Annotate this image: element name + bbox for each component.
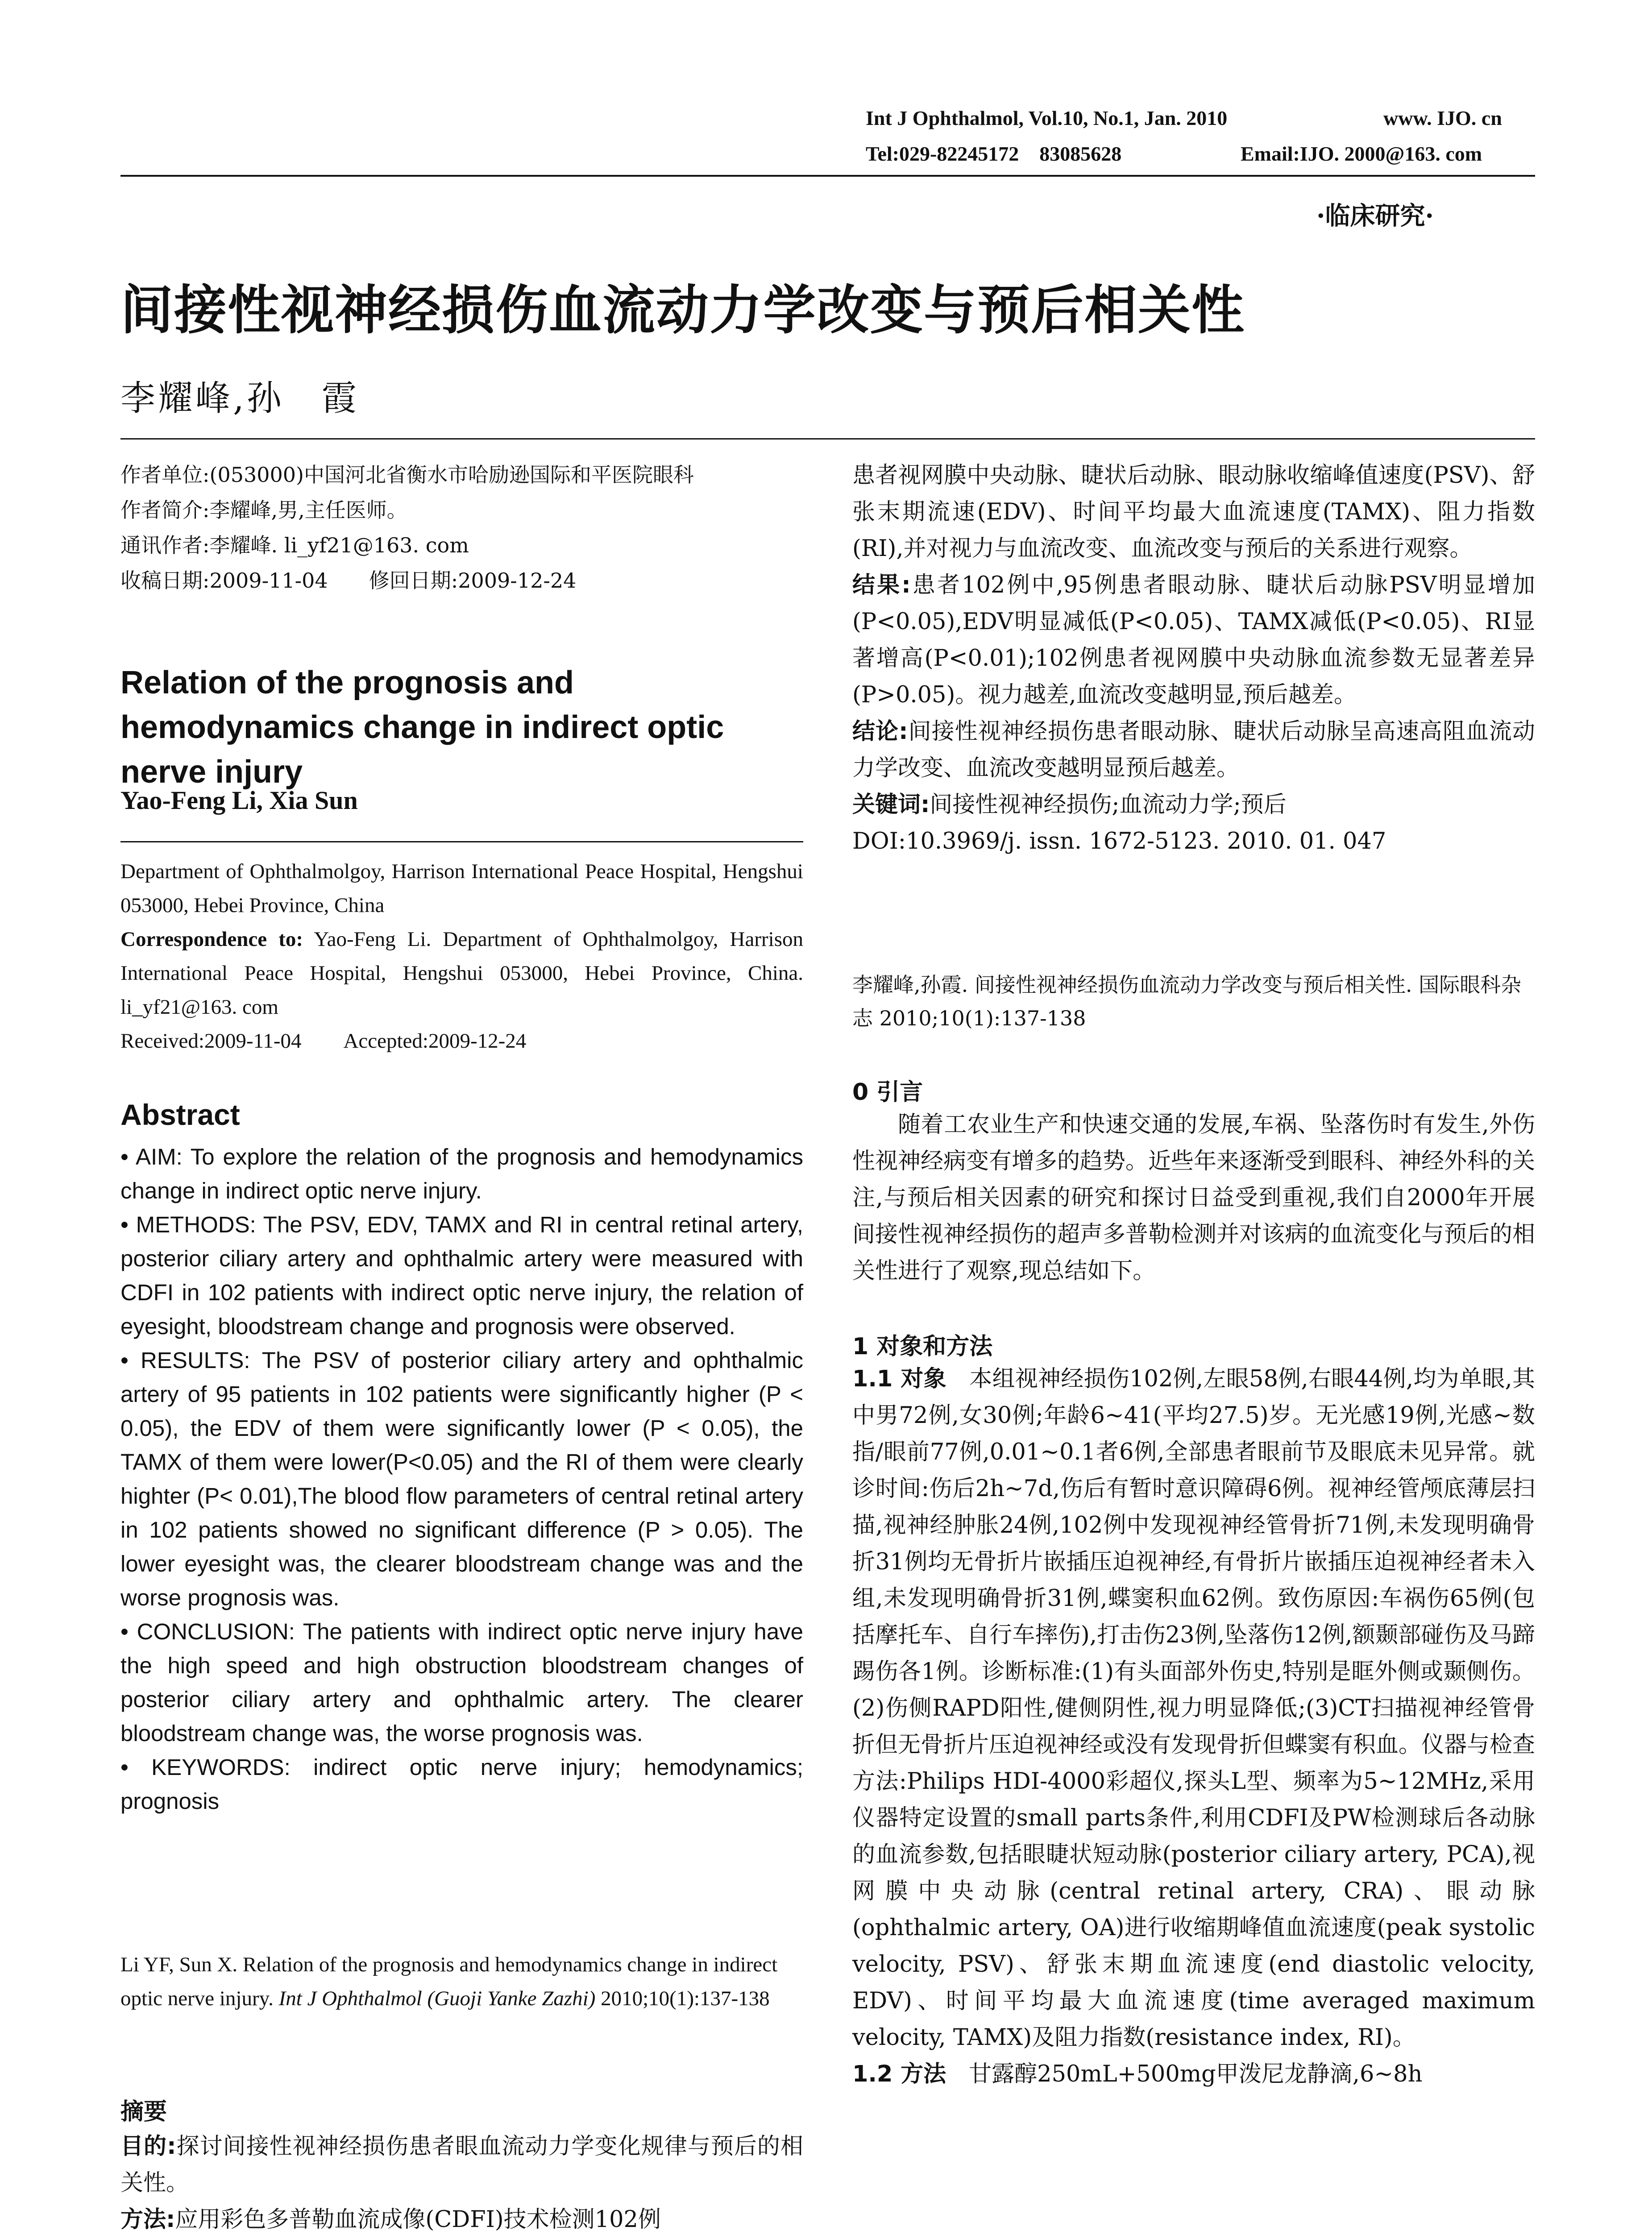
- citation-authors-title: Li YF, Sun X. Relation of the prognosis and hemodynamics change in indirect optic nerve injury.: [120, 1953, 778, 2010]
- chinese-citation: 李耀峰,孙霞. 间接性视神经损伤血流动力学改变与预后相关性. 国际眼科杂志 2010;10(1):137-138: [852, 973, 1522, 1030]
- abstract-conclusion: • CONCLUSION: The patients with indirect optic nerve injury have the high speed and high obstruction bloodstream changes of posterior ciliary artery and ophthalmic artery. The clearer bloodstream change was, the worse prognosis was.: [120, 1619, 803, 1746]
- journal-info: Int J Ophthalmol, Vol.10, No.1, Jan. 2010: [866, 107, 1228, 129]
- article-title: 间接性视神经损伤血流动力学改变与预后相关性: [120, 279, 1245, 341]
- author-correspondence: 通讯作者:李耀峰. li_yf21@163. com: [120, 533, 469, 557]
- intro-heading: 0 引言: [852, 1079, 923, 1106]
- journal-url: www. IJO. cn: [1383, 107, 1502, 129]
- journal-email: Email:IJO. 2000@163. com: [1241, 142, 1482, 165]
- methods-section: [852, 1361, 1535, 2093]
- title-rule: [120, 438, 1535, 440]
- zh-results: [852, 567, 1535, 713]
- abstract-aim: • AIM: To explore the relation of the prognosis and hemodynamics change in indirect optic nerve injury.: [120, 1144, 803, 1203]
- english-correspondence: [120, 922, 803, 1024]
- zh-results-label: 结果:: [852, 572, 911, 598]
- english-affiliation-block: [120, 854, 803, 1058]
- english-received: Received:2009-11-04 Accepted:2009-12-24: [120, 1029, 527, 1053]
- subsection-methods-label: 1.2 方法: [852, 2061, 946, 2087]
- citation-volume: 2010;10(1):137-138: [595, 1987, 770, 2010]
- abstract-heading: Abstract: [120, 1098, 240, 1131]
- zh-keywords-label: 关键词:: [852, 792, 930, 818]
- zh-keywords: [852, 787, 1535, 823]
- zh-methods-text: 应用彩色多普勒血流成像(CDFI)技术检测102例: [175, 2206, 661, 2231]
- chinese-abstract-left: [120, 2128, 803, 2231]
- correspondence-text: Yao-Feng Li. Department of Ophthalmolgoy, Harrison International Peace Hospital, Hengshui 053000, Hebei Province, China. li_yf21@163. com: [120, 928, 803, 1019]
- journal-tel: Tel:029-82245172 83085628: [866, 142, 1122, 165]
- header-rule: [120, 175, 1535, 177]
- zh-aim-label: 目的:: [120, 2133, 176, 2160]
- subsection-subjects: [852, 1361, 1535, 2056]
- author-names: 李耀峰,孙 霞: [120, 378, 359, 419]
- zh-aim: [120, 2128, 803, 2202]
- abstract-methods: • METHODS: The PSV, EDV, TAMX and RI in central retinal artery, posterior ciliary artery and ophthalmic artery were measured with CDFI in 102 patients with indirect optic nerve injury, the relation of eyesight, bloodstream change and prognosis were observed.: [120, 1212, 803, 1339]
- zh-methods-label: 方法:: [120, 2206, 175, 2231]
- author-unit: 作者单位:(053000)中国河北省衡水市哈励逊国际和平医院眼科: [120, 463, 694, 487]
- chinese-abstract-heading: 摘要: [120, 2098, 167, 2125]
- chinese-abstract-right: [852, 457, 1535, 860]
- author-dates: 收稿日期:2009-11-04 修回日期:2009-12-24: [120, 568, 577, 593]
- zh-aim-text: 探讨间接性视神经损伤患者眼血流动力学变化规律与预后的相关性。: [120, 2133, 803, 2196]
- zh-methods: [120, 2202, 803, 2231]
- subsection-subjects-label: 1.1 对象: [852, 1366, 946, 1392]
- abstract-results: • RESULTS: The PSV of posterior ciliary artery and ophthalmic artery of 95 patients in 102 patients were significantly higher (P < 0.05), the EDV of them were significantly lower (P < 0.05), the TAMX of them were lower(P<0.05) and the RI of them were clearly highter (P< 0.01),The blood flow parameters of central retinal artery in 102 patients showed no significant difference (P > 0.05). The lower eyesight was, the clearer bloodstream change was and the worse prognosis was.: [120, 1348, 803, 1610]
- zh-doi: DOI:10.3969/j. issn. 1672-5123. 2010. 01. 047: [852, 828, 1386, 854]
- abstract-keywords: • KEYWORDS: indirect optic nerve injury; hemodynamics; prognosis: [120, 1754, 803, 1814]
- zh-conclusion: [852, 713, 1535, 787]
- intro-section: [852, 1107, 1535, 1290]
- intro-paragraph: 随着工农业生产和快速交通的发展,车祸、坠落伤时有发生,外伤性视神经病变有增多的趋势。近些年来逐渐受到眼科、神经外科的关注,与预后相关因素的研究和探讨日益受到重视,我们自2000年开展间接性视神经损伤的超声多普勒检测并对该病的血流变化与预后的相关性进行了观察,现总结如下。: [852, 1111, 1536, 1284]
- subsection-subjects-text: 本组视神经损伤102例,左眼58例,右眼44例,均为单眼,其中男72例,女30例;年龄6~41(平均27.5)岁。无光感19例,光感~数指/眼前77例,0.01~0.1者6例,全部患者眼前节及眼底未见异常。就诊时间:伤后2h~7d,伤后有暂时意识障碍6例。视神经管颅底薄层扫描,视神经肿胀24例,102例中发现视神经管骨折71例,未发现明确骨折31例均无骨折片嵌插压迫视神经,有骨折片嵌插压迫视神经者未入组,未发现明确骨折31例,蝶窦积血62例。致伤原因:车祸伤65例(包括摩托车、自行车摔伤),打击伤23例,坠落伤12例,额颞部碰伤及马蹄踢伤各1例。诊断标准:(1)有头面部外伤史,特别是眶外侧或颞侧伤。(2)伤侧RAPD阳性,健侧阴性,视力明显降低;(3)CT扫描视神经管骨折但无骨折片压迫视神经或没有发现骨折但蝶窦有积血。仪器与检查方法:Philips HDI-4000彩超仪,探头L型、频率为5~12MHz,采用仪器特定设置的small parts条件,利用CDFI及PW检测球后各动脉的血流参数,包括眼睫状短动脉(posterior ciliary artery, PCA),视网膜中央动脉(central retinal artery, CRA)、眼动脉(ophthalmic artery, OA)进行收缩期峰值血流速度(peak systolic velocity, PSV)、舒张末期血流速度(end diastolic velocity, EDV)、时间平均最大血流速度(time averaged maximum velocity, TAMX)及阻力指数(resistance index, RI)。: [852, 1366, 1536, 2051]
- author-bio: 作者简介:李耀峰,男,主任医师。: [120, 498, 407, 522]
- zh-keywords-text: 间接性视神经损伤;血流动力学;预后: [930, 792, 1287, 818]
- english-affiliation: Department of Ophthalmolgoy, Harrison International Peace Hospital, Hengshui 053000, Hebei Province, China: [120, 860, 803, 917]
- subsection-methods-text: 甘露醇250mL+500mg甲泼尼龙静滴,6~8h: [969, 2061, 1423, 2087]
- zh-conclusion-text: 间接性视神经损伤患者眼动脉、睫状后动脉呈高速高阻血流动力学改变、血流改变越明显预后越差。: [852, 718, 1535, 781]
- zh-conclusion-label: 结论:: [852, 718, 908, 745]
- section-tag: ·临床研究·: [1316, 201, 1434, 231]
- citation-journal: Int J Ophthalmol (Guoji Yanke Zazhi): [278, 1987, 596, 2010]
- english-abstract: [120, 1140, 803, 1818]
- methods-heading: 1 对象和方法: [852, 1333, 993, 1360]
- zh-results-text: 患者102例中,95例患者眼动脉、睫状后动脉PSV明显增加(P<0.05),EDV明显减低(P<0.05)、TAMX减低(P<0.05)、RI显著增高(P<0.01);102例患者视网膜中央动脉血流参数无显著差异(P>0.05)。视力越差,血流改变越明显,预后越差。: [852, 572, 1535, 708]
- english-authors: Yao-Feng Li, Xia Sun: [120, 786, 358, 815]
- subsection-methods: [852, 2056, 1535, 2093]
- author-info: [120, 457, 803, 598]
- correspondence-label: Correspondence to:: [120, 928, 303, 951]
- zh-methods-continued: 患者视网膜中央动脉、睫状后动脉、眼动脉收缩峰值速度(PSV)、舒张末期流速(EDV)、时间平均最大血流速度(TAMX)、阻力指数(RI),并对视力与血流改变、血流改变与预后的关系进行观察。: [852, 462, 1535, 562]
- en-authors-rule: [120, 841, 803, 842]
- english-citation: [120, 1948, 803, 2015]
- english-title: Relation of the prognosis and hemodynamics change in indirect optic nerve injury: [120, 665, 724, 790]
